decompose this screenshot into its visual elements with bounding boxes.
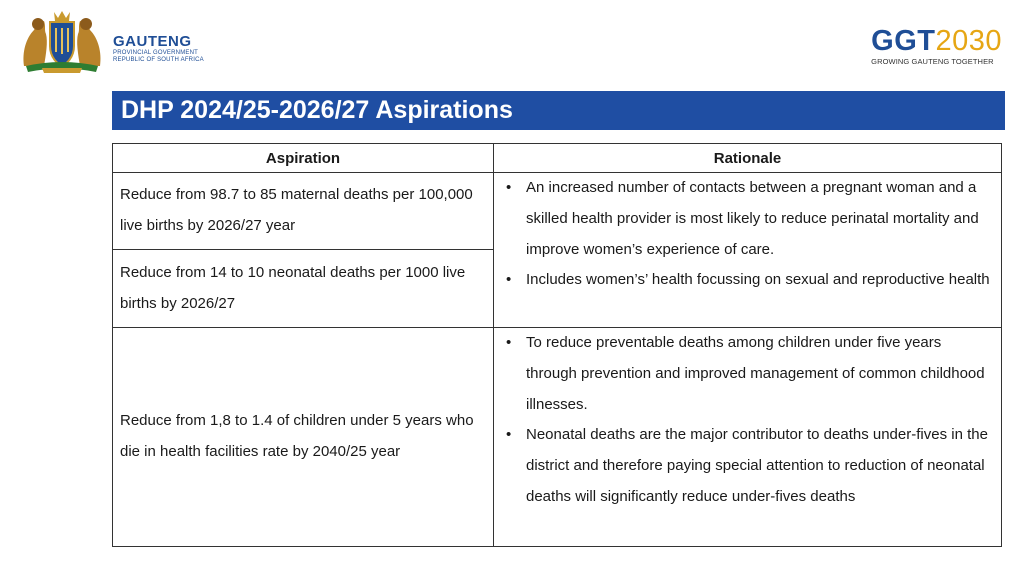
rationale-text: Neonatal deaths are the major contributor to deaths under-fives in the district and therefore paying special attention to reduction of neonatal deaths will significantly reduce under-fives deaths [526, 426, 988, 505]
rationale-text: Includes women’s’ health focussing on sexual and reproductive health [526, 271, 990, 289]
gauteng-subtitle-1: PROVINCIAL GOVERNMENT [113, 50, 198, 56]
bullet-icon: • [506, 271, 512, 289]
slide-title-bar [112, 91, 1005, 130]
bullet-icon: • [506, 426, 512, 444]
table-row [113, 173, 1002, 250]
rationale-list-1 [500, 173, 993, 296]
rationale-cell-under5 [494, 328, 1002, 547]
ggt-logo-part2: 2030 [935, 25, 1002, 57]
list-item [500, 420, 993, 512]
aspiration-cell-under5: Reduce from 1,8 to 1.4 of children under 5 years who die in health facilities rate by 2040/25 year [113, 328, 494, 547]
rationale-text: An increased number of contacts between a pregnant woman and a skilled health provider is most likely to reduce perinatal mortality and improve women’s experience of care. [526, 179, 979, 258]
aspiration-cell-neonatal: Reduce from 14 to 10 neonatal deaths per 1000 live births by 2026/27 [113, 250, 494, 328]
ggt2030-logo [871, 26, 1002, 66]
aspiration-cell-maternal: Reduce from 98.7 to 85 maternal deaths per 100,000 live births by 2026/27 year [113, 173, 494, 250]
table-row [113, 328, 1002, 547]
bullet-icon: • [506, 334, 512, 351]
header-rationale: Rationale [494, 144, 1002, 173]
rationale-cell-maternal-neonatal [494, 173, 1002, 328]
gauteng-wordmark [113, 34, 204, 64]
table-header-row [113, 144, 1002, 173]
aspirations-table [112, 143, 1002, 547]
rationale-text: To reduce preventable deaths among children under five years through prevention and improved management of common childhood illnesses. [526, 334, 985, 413]
slide-title: DHP 2024/25-2026/27 Aspirations [121, 96, 513, 124]
gauteng-coat-of-arms-logo [16, 8, 108, 74]
list-item [500, 265, 993, 296]
ggt-logo-part1: GGT [871, 25, 936, 57]
header-aspiration: Aspiration [113, 144, 494, 173]
ggt-tagline: GROWING GAUTENG TOGETHER [871, 57, 994, 66]
gauteng-subtitle-2: REPUBLIC OF SOUTH AFRICA [113, 57, 204, 63]
list-item [500, 173, 993, 265]
rationale-list-2 [500, 328, 993, 513]
list-item [500, 328, 993, 420]
gauteng-name: GAUTENG [113, 33, 192, 50]
bullet-icon: • [506, 179, 512, 196]
